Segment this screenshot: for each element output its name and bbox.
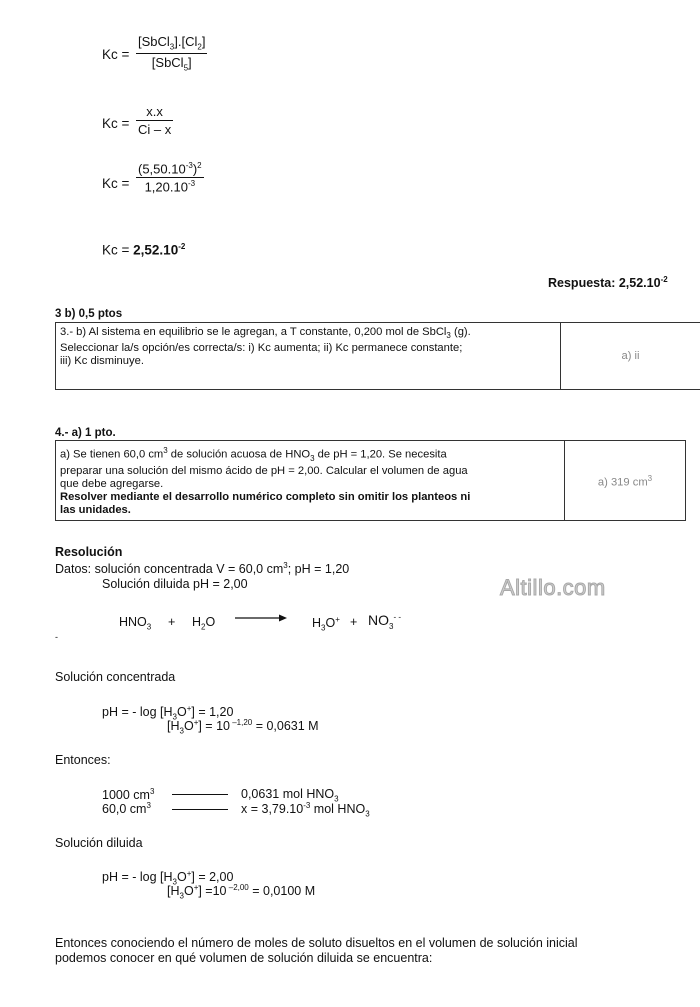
- prop-row-2-left: 60,0 $cm^3$: [102, 801, 151, 817]
- reaction-plus-2: +: [350, 615, 358, 629]
- kc-fraction-3: [136, 161, 204, 195]
- diluida-h: $[H_3O^+] =10$ $^{-2,00}$ = 0,0100 M: [167, 883, 316, 901]
- reaction-reactant-2: $H_2O$: [192, 615, 216, 632]
- diluida-title: Solución diluida: [55, 836, 143, 850]
- datos-diluida: Solución diluida pH = 2,00: [102, 577, 248, 591]
- q3b-table: [55, 322, 700, 390]
- concentrada-title: Solución concentrada: [55, 670, 176, 684]
- kc-label-3: Kc =: [102, 176, 130, 191]
- diluida-ph: pH = - $\log [H_3O^+] = 2,00$: [102, 869, 234, 887]
- q3b-answer: a) ii: [561, 323, 700, 390]
- reaction-plus-1: +: [168, 615, 176, 629]
- q4a-heading: 4.- a) 1 pto.: [55, 427, 116, 439]
- prop-row-2-right: $x = 3,79.10^{-3}$ mol $HNO_3$: [241, 801, 370, 819]
- q3b-text: 3.- b) Al sistema en equilibrio se le agregan, a T constante, 0,200 mol de SbCl$_3$ (g). Seleccionar la/s opción/es correcta/s: i) Kc aumenta; ii) Kc permanece constante; iii) Kc disminuye.: [56, 323, 561, 390]
- concentrada-ph: pH = - $\log [H_3O^+] = 1,20$: [102, 704, 234, 722]
- reaction-product-1: $H_3O^+$: [312, 615, 340, 633]
- respuesta: Respuesta: $2,52.10^{-2}$: [548, 275, 668, 291]
- kc-numerator-2: x.x: [146, 104, 163, 119]
- kc-result: $Kc = 2,52.10^{-2}$: [102, 242, 186, 258]
- prop-row-1-left: 1000 $cm^3$: [102, 787, 155, 803]
- prop-line-2: [172, 809, 228, 810]
- kc-denominator-2: Ci – x: [138, 122, 172, 137]
- stray-dash: -: [55, 632, 58, 642]
- datos-line: Datos: solución concentrada V = 60,0 $cm^3$; pH = 1,20: [55, 561, 350, 577]
- q4a-text: a) Se tienen 60,0 $cm^3$ de solución acuosa de $HNO_3$ de pH = 1,20. Se necesita preparar una solución del mismo ácido de pH = 2,00. Calcular el volumen de agua que debe agregarse. Resolver mediante el desarrollo numérico completo sin omitir los planteos ni las unidades.: [56, 441, 565, 521]
- reaction-reactant-1: $HNO_3$: [119, 615, 152, 632]
- final-line-1: Entonces conociendo el número de moles de soluto disueltos en el volumen de solución inicial: [55, 936, 578, 950]
- entonces-label: Entonces:: [55, 753, 111, 767]
- reaction-product-2: $NO_3^{- -}$: [368, 612, 402, 631]
- prop-row-1-right: 0,0631 mol $HNO_3$: [241, 787, 339, 804]
- kc-numerator-3: $(5,50.10^{-3})^2$: [138, 161, 202, 177]
- kc-numerator-1: $[SbCl_3].[Cl_2]$: [138, 34, 206, 52]
- q4a-answer: a) 319 $cm^3$: [565, 441, 686, 521]
- kc-denominator-3: $1,20.10^{-3}$: [144, 179, 196, 195]
- kc-denominator-1: [SbCl$_5$]: [151, 54, 192, 73]
- prop-line-1: [172, 794, 228, 795]
- altillo-watermark: Altillo.com: [500, 575, 606, 600]
- resolucion-title: Resolución: [55, 545, 123, 559]
- reaction-arrow-icon: [235, 613, 287, 623]
- kc-label-2: Kc =: [102, 116, 130, 131]
- concentrada-h: $[H_3O^+] = 10$ $^{-1,20}$ = 0,0631 M: [167, 718, 319, 736]
- kc-label-1: Kc =: [102, 47, 130, 62]
- kc-fraction-2: [136, 104, 173, 137]
- q3b-heading: 3 b) 0,5 ptos: [55, 308, 123, 320]
- kc-fraction-1: [136, 34, 207, 72]
- q4a-table: [55, 440, 686, 521]
- final-line-2: podemos conocer en qué volumen de solución diluida se encuentra:: [55, 951, 433, 965]
